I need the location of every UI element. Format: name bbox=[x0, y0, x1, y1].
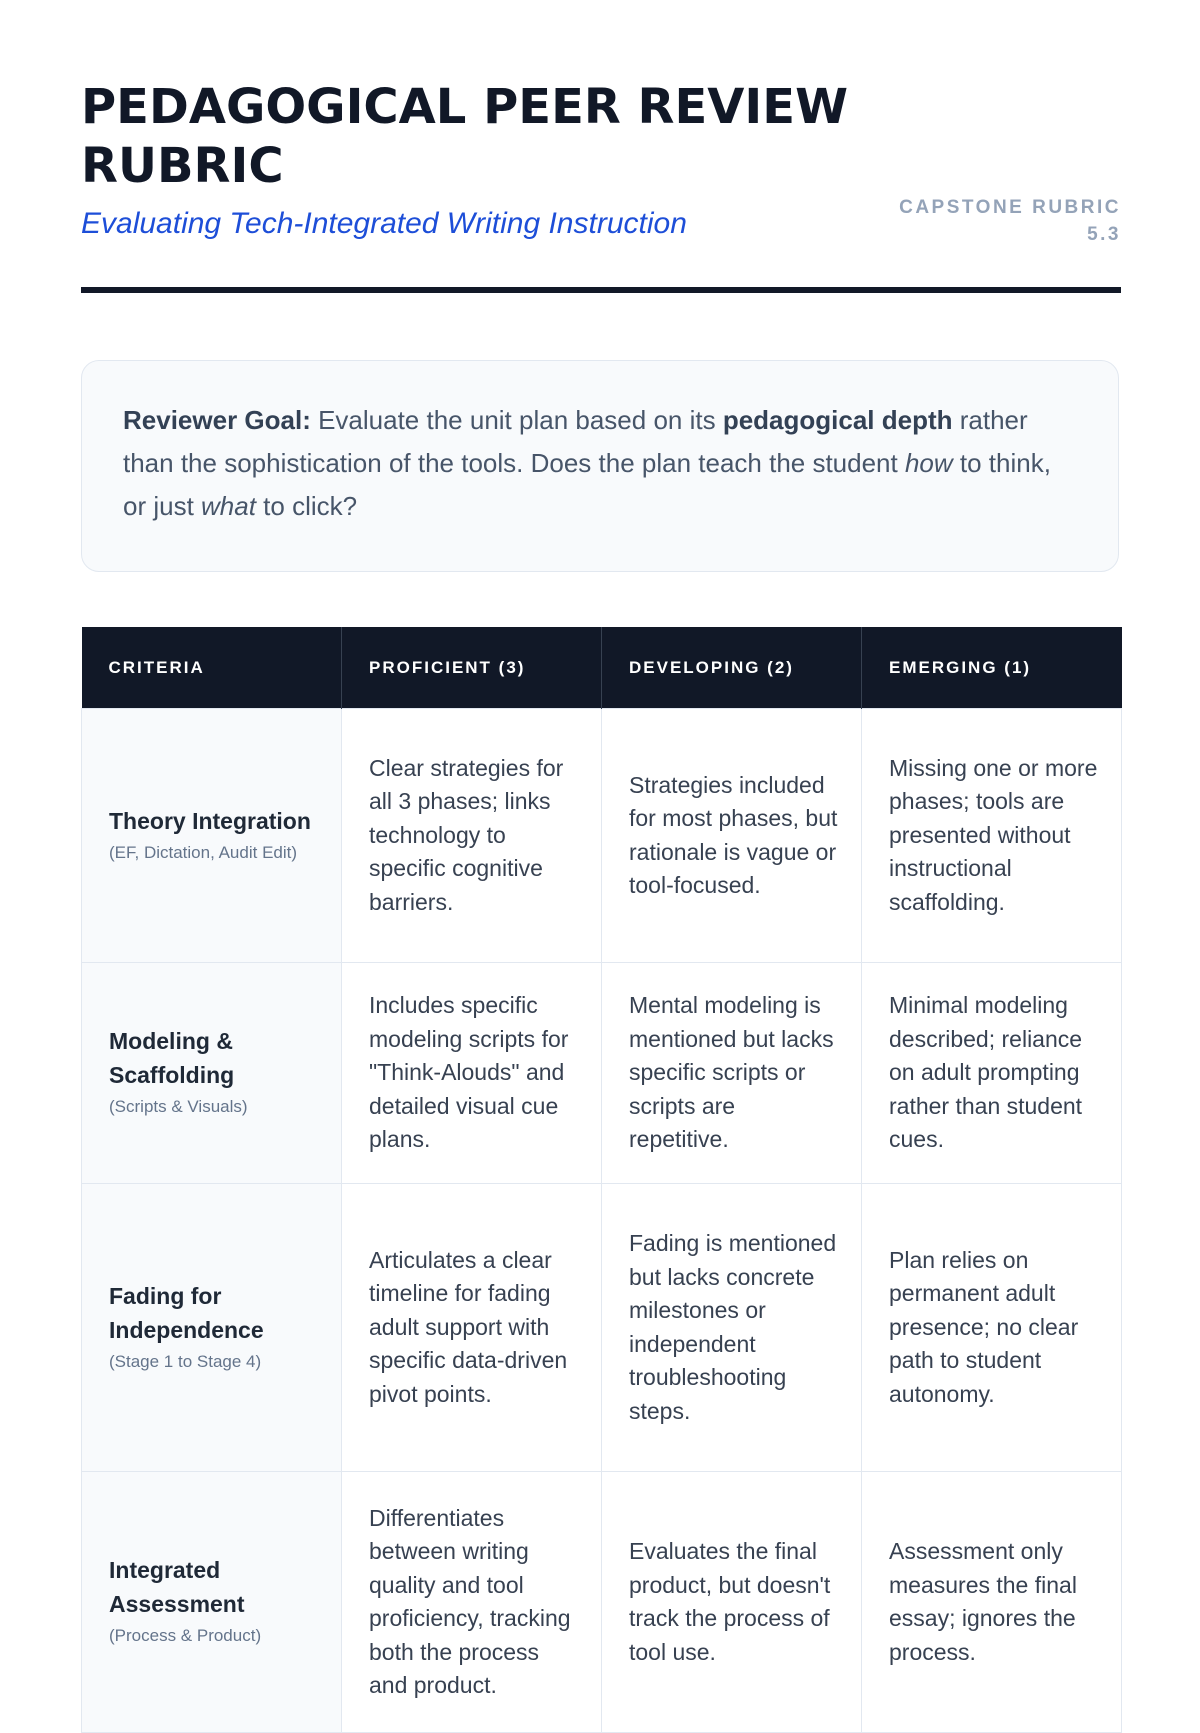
goal-text-4: to click? bbox=[255, 491, 358, 521]
proficient-cell: Articulates a clear timeline for fading adult support with specific data-driven pivot points. bbox=[342, 1184, 602, 1472]
emerging-cell: Assessment only measures the final essay; ignores the process. bbox=[862, 1472, 1122, 1733]
criterion-name: Modeling & Scaffolding bbox=[109, 1028, 235, 1088]
goal-how: how bbox=[904, 448, 953, 478]
table-row bbox=[82, 963, 1122, 1184]
proficient-cell: Includes specific modeling scripts for "Think-Alouds" and detailed visual cue plans. bbox=[342, 963, 602, 1184]
column-header-proficient: PROFICIENT (3) bbox=[342, 627, 602, 709]
table-header-row bbox=[82, 627, 1122, 709]
criterion-subtitle: (EF, Dictation, Audit Edit) bbox=[109, 842, 298, 862]
goal-text-3: to think, or just bbox=[123, 448, 1051, 521]
criterion-cell bbox=[82, 709, 342, 963]
goal-emphasis: pedagogical depth bbox=[722, 405, 953, 435]
criterion-cell bbox=[82, 963, 342, 1184]
developing-cell: Evaluates the final product, but doesn't track the process of tool use. bbox=[602, 1472, 862, 1733]
header bbox=[81, 0, 1121, 296]
goal-what: what bbox=[201, 491, 256, 521]
header-divider bbox=[81, 287, 1121, 293]
criterion-subtitle: (Scripts & Visuals) bbox=[109, 1097, 248, 1116]
table-row bbox=[82, 1184, 1122, 1472]
table-row bbox=[82, 709, 1122, 963]
criterion-cell bbox=[82, 1184, 342, 1472]
goal-text-1: Evaluate the unit plan based on its bbox=[310, 405, 723, 435]
emerging-cell: Missing one or more phases; tools are presented without instructional scaffolding. bbox=[862, 709, 1122, 963]
developing-cell: Fading is mentioned but lacks concrete milestones or independent troubleshooting steps. bbox=[602, 1184, 862, 1472]
rubric-page bbox=[81, 0, 1121, 1698]
emerging-cell: Minimal modeling described; reliance on adult prompting rather than student cues. bbox=[862, 963, 1122, 1184]
criterion-name: Fading for Independence bbox=[109, 1282, 264, 1343]
criterion-subtitle: (Stage 1 to Stage 4) bbox=[109, 1351, 262, 1371]
goal-label: Reviewer Goal: bbox=[123, 405, 311, 435]
column-header-developing: DEVELOPING (2) bbox=[602, 627, 862, 709]
rubric-table bbox=[81, 627, 1122, 1733]
page-subtitle: Evaluating Tech-Integrated Writing Instruction bbox=[81, 207, 687, 240]
criterion-name: Integrated Assessment bbox=[109, 1557, 245, 1617]
table-row bbox=[82, 1472, 1122, 1733]
criterion-name: Theory Integration bbox=[109, 807, 311, 834]
emerging-cell: Plan relies on permanent adult presence; no clear path to student autonomy. bbox=[862, 1184, 1122, 1472]
proficient-cell: Differentiates between writing quality and tool proficiency, tracking both the process and product. bbox=[342, 1472, 602, 1733]
goal-text-2: rather than the sophistication of the tools. Does the plan teach the student bbox=[123, 405, 1028, 478]
page-title: PEDAGOGICAL PEER REVIEW RUBRIC bbox=[81, 79, 849, 194]
developing-cell: Strategies included for most phases, but rationale is vague or tool-focused. bbox=[602, 709, 862, 963]
rubric-label: CAPSTONE RUBRIC 5.3 bbox=[899, 197, 1121, 245]
proficient-cell: Clear strategies for all 3 phases; links technology to specific cognitive barriers. bbox=[342, 709, 602, 963]
developing-cell: Mental modeling is mentioned but lacks specific scripts or scripts are repetitive. bbox=[602, 963, 862, 1184]
reviewer-goal-box bbox=[81, 360, 1119, 572]
criterion-cell bbox=[82, 1472, 342, 1733]
column-header-criteria: CRITERIA bbox=[82, 627, 342, 709]
column-header-emerging: EMERGING (1) bbox=[862, 627, 1122, 709]
criterion-subtitle: (Process & Product) bbox=[109, 1626, 262, 1645]
